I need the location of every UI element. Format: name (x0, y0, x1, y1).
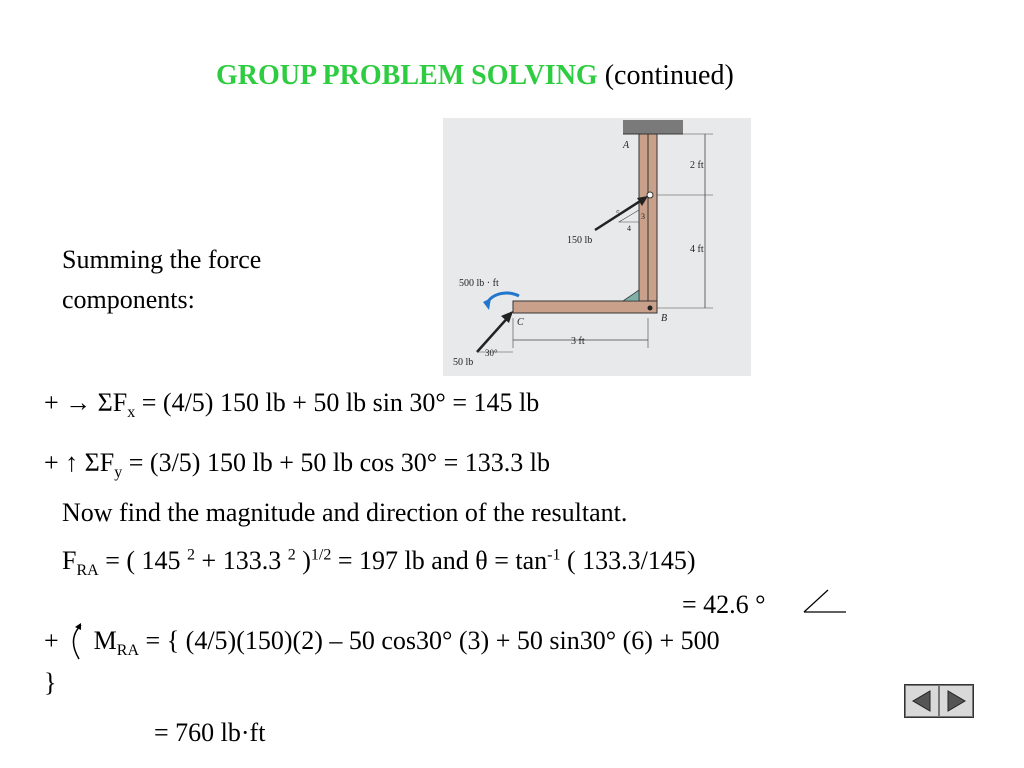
fra-d: = 197 lb and θ = tan (331, 546, 548, 575)
structure-figure (443, 118, 751, 376)
label-B: B (661, 313, 668, 324)
triangle-right-icon (944, 689, 968, 713)
next-slide-button[interactable] (939, 685, 973, 717)
equation-moment (44, 626, 720, 660)
page-title (216, 60, 734, 92)
fra-sup1: 2 (187, 546, 196, 564)
force-150: 150 lb (567, 235, 593, 246)
angle-30: 30° (485, 348, 498, 358)
dim-3ft: 3 ft (571, 336, 585, 347)
fra-sub: RA (76, 562, 99, 580)
angle-icon (800, 588, 850, 616)
intro-text: Summing the force components: (62, 245, 262, 314)
moment-plus: + (44, 626, 59, 655)
fra-sup2: 2 (287, 546, 296, 564)
equation-fra (62, 546, 696, 580)
title-main: GROUP PROBLEM SOLVING (216, 60, 598, 91)
equation-fx (44, 388, 539, 422)
label-C: C (517, 317, 524, 328)
fx-prefix: + → ΣF (44, 388, 128, 417)
dim-4ft: 4 ft (690, 244, 704, 255)
fx-sub: x (127, 404, 136, 422)
triangle-3: 3 (641, 212, 645, 221)
fra-b: + 133.3 (195, 546, 288, 575)
moment-rhs: = { (4/5)(150)(2) – 50 cos30° (3) + 50 sin30° (6) + 500 (139, 626, 720, 655)
fy-sub: y (114, 464, 123, 482)
triangle-left-icon (910, 689, 934, 713)
force-50: 50 lb (453, 357, 474, 368)
dim-2ft: 2 ft (690, 160, 704, 171)
fy-prefix: + ↑ ΣF (44, 448, 115, 477)
ccw-arrow-icon (65, 621, 87, 661)
triangle-4: 4 (627, 224, 631, 233)
fra-sup4: -1 (547, 546, 561, 564)
moment-m: M (93, 626, 117, 655)
fra-sup3: 1/2 (310, 546, 332, 564)
moment-close-brace: } (44, 668, 57, 697)
moment-result: = 760 lb·ft (154, 718, 266, 747)
fx-rhs: = (4/5) 150 lb + 50 lb sin 30° = 145 lb (135, 388, 540, 417)
moment-label: 500 lb · ft (459, 278, 499, 289)
fra-e: ( 133.3/145) (560, 546, 696, 575)
fra-c: ) (295, 546, 311, 575)
now-find-text: Now find the magnitude and direction of the resultant. (62, 498, 628, 527)
fra-f: F (62, 546, 77, 575)
fy-rhs: = (3/5) 150 lb + 50 lb cos 30° = 133.3 lb (122, 448, 551, 477)
triangle-5: 5 (616, 209, 620, 218)
theta-result: = 42.6 ° (682, 590, 766, 619)
slide-nav (904, 684, 974, 718)
label-A: A (623, 140, 630, 151)
equation-fy (44, 448, 550, 482)
moment-sub: RA (116, 642, 140, 660)
previous-slide-button[interactable] (905, 685, 939, 717)
title-suffix: (continued) (597, 60, 734, 91)
fra-a: = ( 145 (98, 546, 188, 575)
